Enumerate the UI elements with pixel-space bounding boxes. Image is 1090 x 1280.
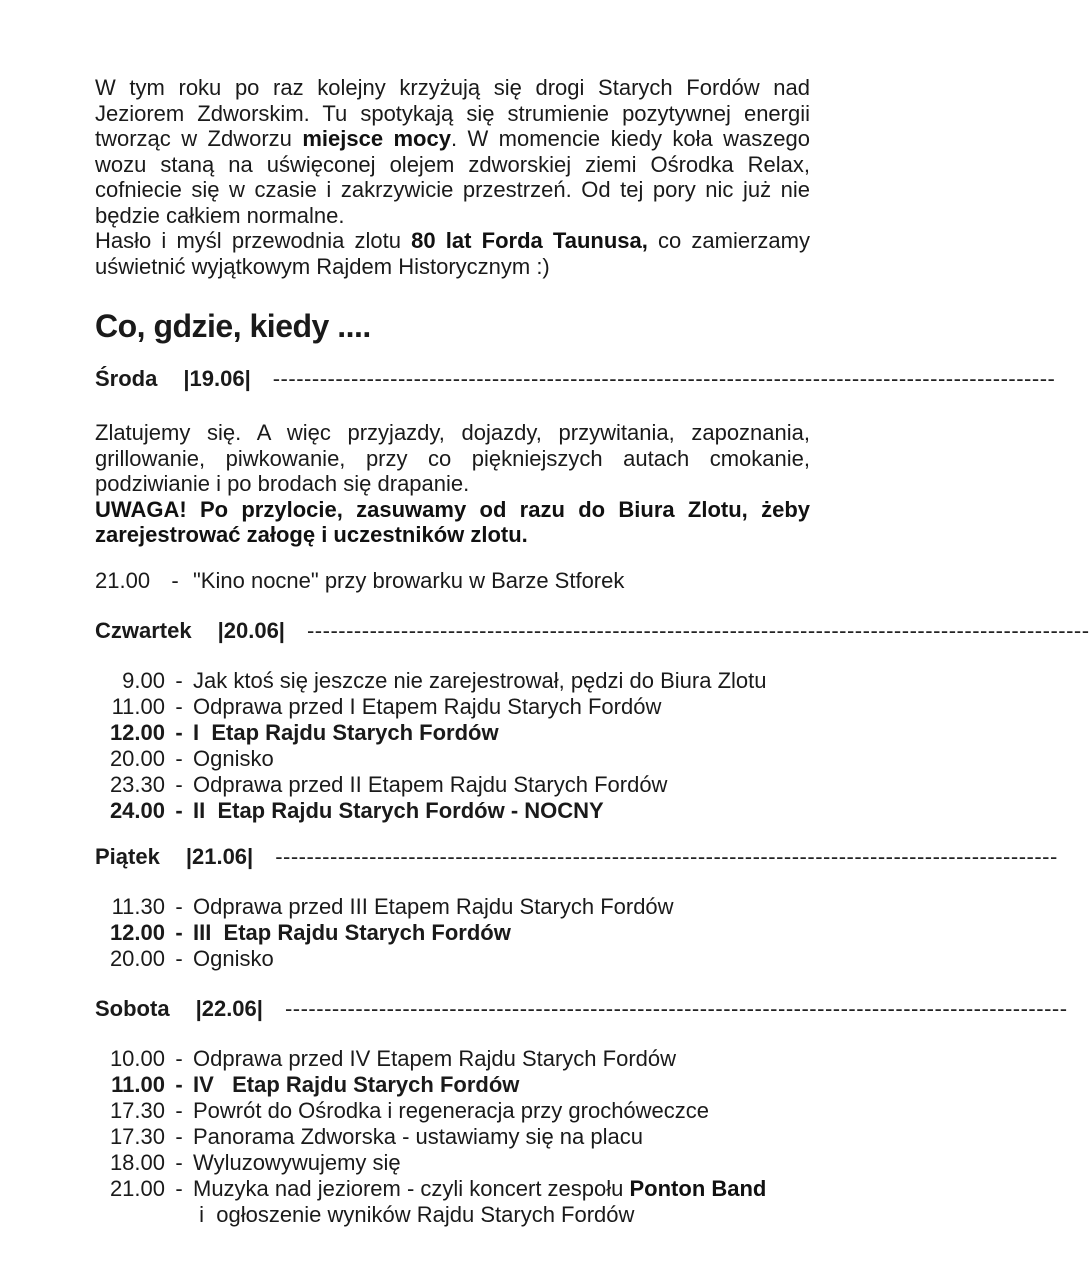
event-row [95, 894, 810, 920]
event-separator: - [175, 667, 183, 693]
event-time: 11.30 [111, 893, 165, 919]
intro-text-4: co zamierzamy uświetnić wyjątkowym Rajdem Historycznym :) [95, 228, 810, 279]
event-text: Ognisko [193, 745, 274, 771]
event-separator: - [175, 745, 183, 771]
dash-divider: ---------------------------------------------------------------------------------------------------- [284, 995, 1068, 1021]
event-text: Odprawa przed II Etapem Rajdu Starych Fordów [193, 771, 668, 797]
schedule-heading: Co, gdzie, kiedy .... [95, 308, 371, 344]
czwartek-event-list [95, 668, 810, 824]
day-header-sobota [95, 994, 1068, 1024]
event-separator: - [175, 893, 183, 919]
intro-paragraph [95, 75, 810, 279]
event-separator: - [175, 797, 183, 823]
event-separator: - [175, 1045, 183, 1071]
event-text: I Etap Rajdu Starych Fordów [193, 719, 499, 745]
event-row [95, 1124, 810, 1150]
day-name: Czwartek [95, 617, 192, 643]
sroda-description: Zlatujemy się. A więc przyjazdy, dojazdy, przywitania, zapoznania, grillowanie, piwkowanie, przy co piękniejszych autach cmokanie, podziwianie i po brodach się drapanie. [95, 420, 810, 496]
event-row [95, 568, 810, 594]
event-text: Powrót do Ośrodka i regeneracja przy grochóweczce [193, 1097, 710, 1123]
intro-text-3: Hasło i myśl przewodnia zlotu [95, 228, 412, 253]
event-text: Odprawa przed IV Etapem Rajdu Starych Fordów [193, 1045, 677, 1071]
event-separator: - [175, 1097, 183, 1123]
event-time: 18.00 [109, 1149, 165, 1175]
dash-divider: ---------------------------------------------------------------------------------------------------- [272, 366, 1056, 391]
event-row [95, 1072, 810, 1098]
dash-divider: ---------------------------------------------------------------------------------------------------- [306, 617, 1090, 643]
event-separator: - [175, 719, 183, 745]
event-row [95, 920, 810, 946]
day-header-czwartek [95, 616, 1090, 646]
event-row [95, 746, 810, 772]
event-text: Ognisko [193, 945, 274, 971]
event-time: 12.00 [109, 719, 165, 745]
event-time: 11.00 [111, 1071, 165, 1097]
event-time: 21.00 [109, 1175, 165, 1201]
event-time: 12.00 [109, 919, 165, 945]
intro-bold-motto: 80 lat Forda Taunusa, [411, 228, 648, 253]
intro-text-1: W tym roku po raz kolejny krzyżują się drogi Starych Fordów nad Jeziorem Zdworskim. Tu spotykają się strumienie pozytywnej energii tworząc w Zdworzu [95, 75, 810, 151]
event-text: "Kino nocne" przy browarku w Barze Stforek [193, 567, 625, 593]
event-time: 24.00 [109, 797, 165, 823]
day-date: |22.06| [195, 995, 263, 1021]
event-separator: - [175, 919, 183, 945]
event-text-part: i ogłoszenie wyników Rajdu Starych Fordów [193, 1201, 635, 1227]
event-row [95, 1098, 810, 1124]
event-text: Wyluzowywujemy się [193, 1149, 401, 1175]
day-date: |20.06| [217, 617, 285, 643]
day-name: Sobota [95, 995, 170, 1021]
event-separator: - [175, 1175, 183, 1201]
event-row [95, 668, 810, 694]
event-time: 9.00 [122, 667, 165, 693]
event-text: II Etap Rajdu Starych Fordów - NOCNY [193, 797, 604, 823]
event-time: 10.00 [109, 1045, 165, 1071]
event-text: IV Etap Rajdu Starych Fordów [193, 1071, 520, 1097]
warning-text: UWAGA! Po przylocie, zasuwamy od razu do Biura Zlotu, żeby zarejestrować załogę i uczestników zlotu. [95, 496, 810, 547]
day-header-piatek [95, 842, 1058, 872]
day-name: Piątek [95, 843, 160, 869]
day-header-sroda [95, 364, 1056, 394]
day-name: Środa [95, 366, 158, 391]
event-time: 20.00 [109, 745, 165, 771]
event-separator: - [171, 567, 179, 593]
day-date: |21.06| [185, 843, 254, 869]
event-text [193, 1176, 810, 1228]
event-row [95, 1046, 810, 1072]
event-separator: - [175, 1149, 183, 1175]
event-time: 21.00 [95, 567, 151, 593]
event-row [95, 694, 810, 720]
event-separator: - [175, 945, 183, 971]
event-row [95, 772, 810, 798]
event-time: 17.30 [109, 1097, 165, 1123]
event-row [95, 720, 810, 746]
event-separator: - [175, 1071, 183, 1097]
event-time: 11.00 [111, 693, 165, 719]
dash-divider: ---------------------------------------------------------------------------------------------------- [275, 843, 1058, 869]
event-text: Odprawa przed III Etapem Rajdu Starych Fordów [193, 893, 674, 919]
piatek-event-list [95, 894, 810, 972]
event-separator: - [175, 1123, 183, 1149]
event-text: Panorama Zdworska - ustawiamy się na placu [193, 1123, 643, 1149]
event-text: Odprawa przed I Etapem Rajdu Starych Fordów [193, 693, 662, 719]
event-time: 17.30 [109, 1123, 165, 1149]
intro-bold-miejsce-mocy: miejsce mocy [302, 126, 451, 151]
event-time: 23.30 [109, 771, 165, 797]
band-name: Ponton Band [629, 1175, 767, 1201]
event-separator: - [175, 693, 183, 719]
intro-text-2: . W momencie kiedy koła waszego wozu staną na uświęconej olejem zdworskiej ziemi Ośrodka Relax, cofniecie się w czasie i zakrzywicie przestrzeń. Od tej pory nic już nie będzie całkiem normalne. [95, 126, 810, 228]
sroda-warning [95, 497, 810, 548]
event-row [95, 1150, 810, 1176]
event-row [95, 1176, 810, 1228]
day-date: |19.06| [183, 366, 251, 391]
event-text-part: Muzyka nad jeziorem - czyli koncert zespołu [193, 1175, 630, 1201]
event-row [95, 798, 810, 824]
event-separator: - [175, 771, 183, 797]
event-text: III Etap Rajdu Starych Fordów [193, 919, 511, 945]
document-content [95, 75, 1090, 1228]
event-row [95, 946, 810, 972]
event-time: 20.00 [109, 945, 165, 971]
event-text: Jak ktoś się jeszcze nie zarejestrował, pędzi do Biura Zlotu [193, 667, 767, 693]
sobota-event-list [95, 1046, 810, 1228]
